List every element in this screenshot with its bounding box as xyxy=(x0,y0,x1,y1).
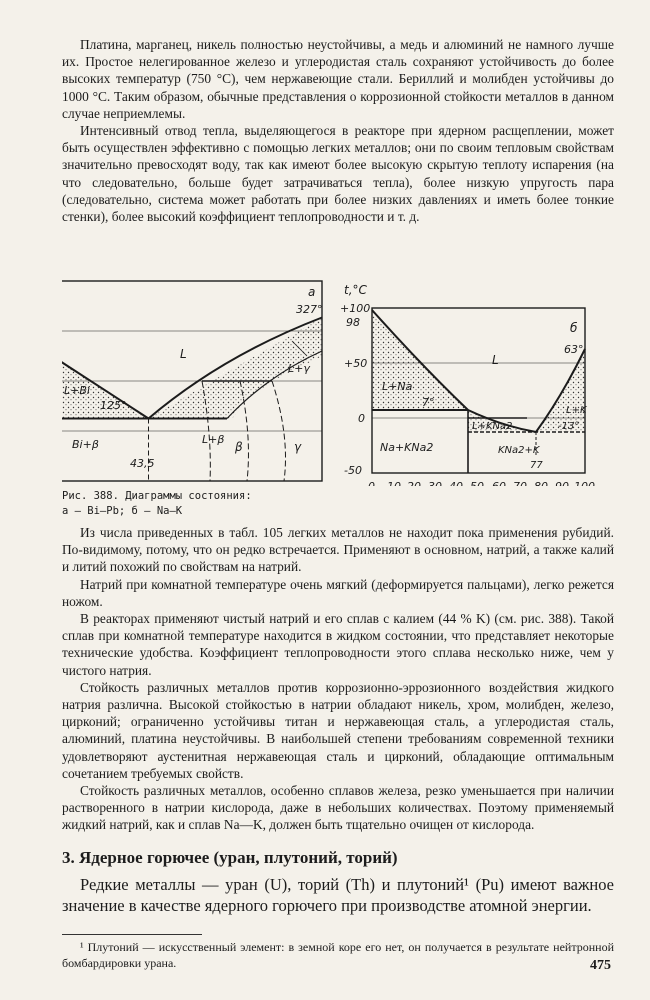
x-tick-b xyxy=(428,480,442,486)
page-number: 475 xyxy=(590,958,611,973)
panel-label-a: а xyxy=(308,285,316,299)
region-label-l-kna2: L+KNa2 xyxy=(472,421,513,432)
annotation-minus13: -13° xyxy=(558,421,580,432)
region-label-kna2-k: KNa2+K xyxy=(498,445,540,456)
x-tick-b xyxy=(513,480,527,486)
text-after-figure xyxy=(62,524,614,971)
y-label-b: t,°C xyxy=(344,283,367,297)
annotation-7: 7° xyxy=(422,396,435,409)
annotation-77: 77 xyxy=(530,460,543,471)
footnote: ¹ Плутоний — искусственный элемент: в земной коре его нет, он получается в результате нейтронной бомбардировки урана. xyxy=(62,939,614,970)
x-tick-b xyxy=(407,480,421,486)
figure-388 xyxy=(62,246,614,486)
diagram-b xyxy=(340,283,595,486)
annotation-125: 125° xyxy=(100,399,127,412)
y-tick-b-minus50: -50 xyxy=(344,464,362,477)
y-tick-b-98: 98 xyxy=(346,316,360,329)
region-label-l-b: L xyxy=(492,353,499,367)
x-tick-b xyxy=(574,480,595,486)
region-label-bi-beta: Bi+β xyxy=(72,438,99,451)
paragraph-5: В реакторах применяют чистый натрий и его сплав с калием (44 % K) (см. рис. 388). Такой сплав при комнатной температуре находится в жидком состоянии, что представляет некоторые технические удобства. Коэффициент теплопроводности этого сплава несколько ниже, чем у чистого натрия. xyxy=(62,611,614,678)
region-label-beta: β xyxy=(235,440,243,454)
region-label-l-gamma: L+γ xyxy=(288,362,310,375)
lead-paragraph: Редкие металлы — уран (U), торий (Th) и плутоний¹ (Pu) имеют важное значение в качестве ядерного горючего при производстве атомной энергии. xyxy=(62,874,614,915)
paragraph-4: Натрий при комнатной температуре очень мягкий (деформируется пальцами), легко режется ножом. xyxy=(62,576,614,609)
region-label-gamma: γ xyxy=(294,440,302,454)
diagram-a xyxy=(62,261,323,486)
x-tick-b xyxy=(534,480,548,486)
x-ticks-b xyxy=(368,480,595,486)
paragraph-1: Платина, марганец, никель полностью неустойчивы, а медь и алюминий не намного лучше их. Простое нелегированное железо и углеродистая сталь сохраняют устойчивость до более высоких температур (750 °C), чем нержавеющие стали. Бериллий и молибден устойчивы до 1000 °C. Таким образом, обычные представления о коррозионной стойкости металлов в данном случае неприемлемы. xyxy=(62,37,614,121)
annotation-43-5: 43,5 xyxy=(130,457,155,470)
x-tick-b xyxy=(387,480,401,486)
x-tick-b xyxy=(492,480,506,486)
paragraph-7: Стойкость различных металлов, особенно сплавов железа, резко уменьшается при наличии растворенного в натрии кислорода, даже в небольших количествах. Поэтому применяемый жидкий натрий, как и сплав Na—K, должен быть тщательно очищен от кислорода. xyxy=(62,783,614,833)
paragraph-3: Из числа приведенных в табл. 105 легких металлов не находит пока применения рубидий. По-видимому, потому, что он редко встречается. Применяют в основном, натрий, а также калий и литий похожий по свойствам на натрий. xyxy=(62,525,614,575)
region-label-l-na: L+Na xyxy=(382,380,413,393)
x-tick-b xyxy=(555,480,569,486)
region-label-l-k: L+K xyxy=(566,405,587,416)
annotation-63: 63° xyxy=(564,343,584,356)
caption-line-1: Рис. 388. Диаграммы состояния: xyxy=(62,490,252,502)
region-label-l-beta: L+β xyxy=(202,433,225,446)
annotation-327: 327° xyxy=(296,303,323,316)
x-tick-b xyxy=(449,480,463,486)
caption-line-2: а — Bi—Pb; б — Na—K xyxy=(62,505,183,517)
region-label-l: L xyxy=(180,347,187,361)
x-tick-b xyxy=(368,480,375,486)
paragraph-6: Стойкость различных металлов против коррозионно-эррозионного воздействия жидкого натрия различна. Высокой стойкостью в натрии обладают никель, хром, молибден, железо, цирконий; ограниченно устойчивы титан и нержавеющая сталь, а углеродистая сталь, алюминий, платина неустойчивы. В наибольшей степени требованиям современной техники удовлетворяют аустенитная нержавеющая сталь и цирконий, обладающие оптимальным сочетанием требуемых свойств. xyxy=(62,679,614,781)
region-label-na-kna2: Na+KNa2 xyxy=(380,441,434,454)
x-tick-b xyxy=(470,480,484,486)
y-tick-b-100: +100 xyxy=(340,302,371,315)
section-heading: 3. Ядерное горючее (уран, плутоний, торий) xyxy=(62,847,398,867)
region-label-l-bi: L+Bi xyxy=(64,384,90,397)
y-tick-b-50: +50 xyxy=(344,357,368,370)
footnote-rule xyxy=(62,934,202,935)
phase-diagrams xyxy=(62,246,614,486)
panel-label-b: б xyxy=(570,321,578,335)
figure-caption xyxy=(62,489,252,519)
y-tick-b-0: 0 xyxy=(358,412,365,425)
paragraph-2: Интенсивный отвод тепла, выделяющегося в реакторе при ядерном расщеплении, может быть осуществлен эффективно с помощью легких металлов; они по своим тепловым свойствам значительно превосходят воду, так как имеют более высокую скрытую теплоту испарения (на что следовательно, больше будет затрачиваться тепла), более низкую упругость пара (следовательно, система может работать при более низких давлениях и иметь более тонкие стенки), более высокий коэффициент теплопроводности и т. д. xyxy=(62,123,614,225)
